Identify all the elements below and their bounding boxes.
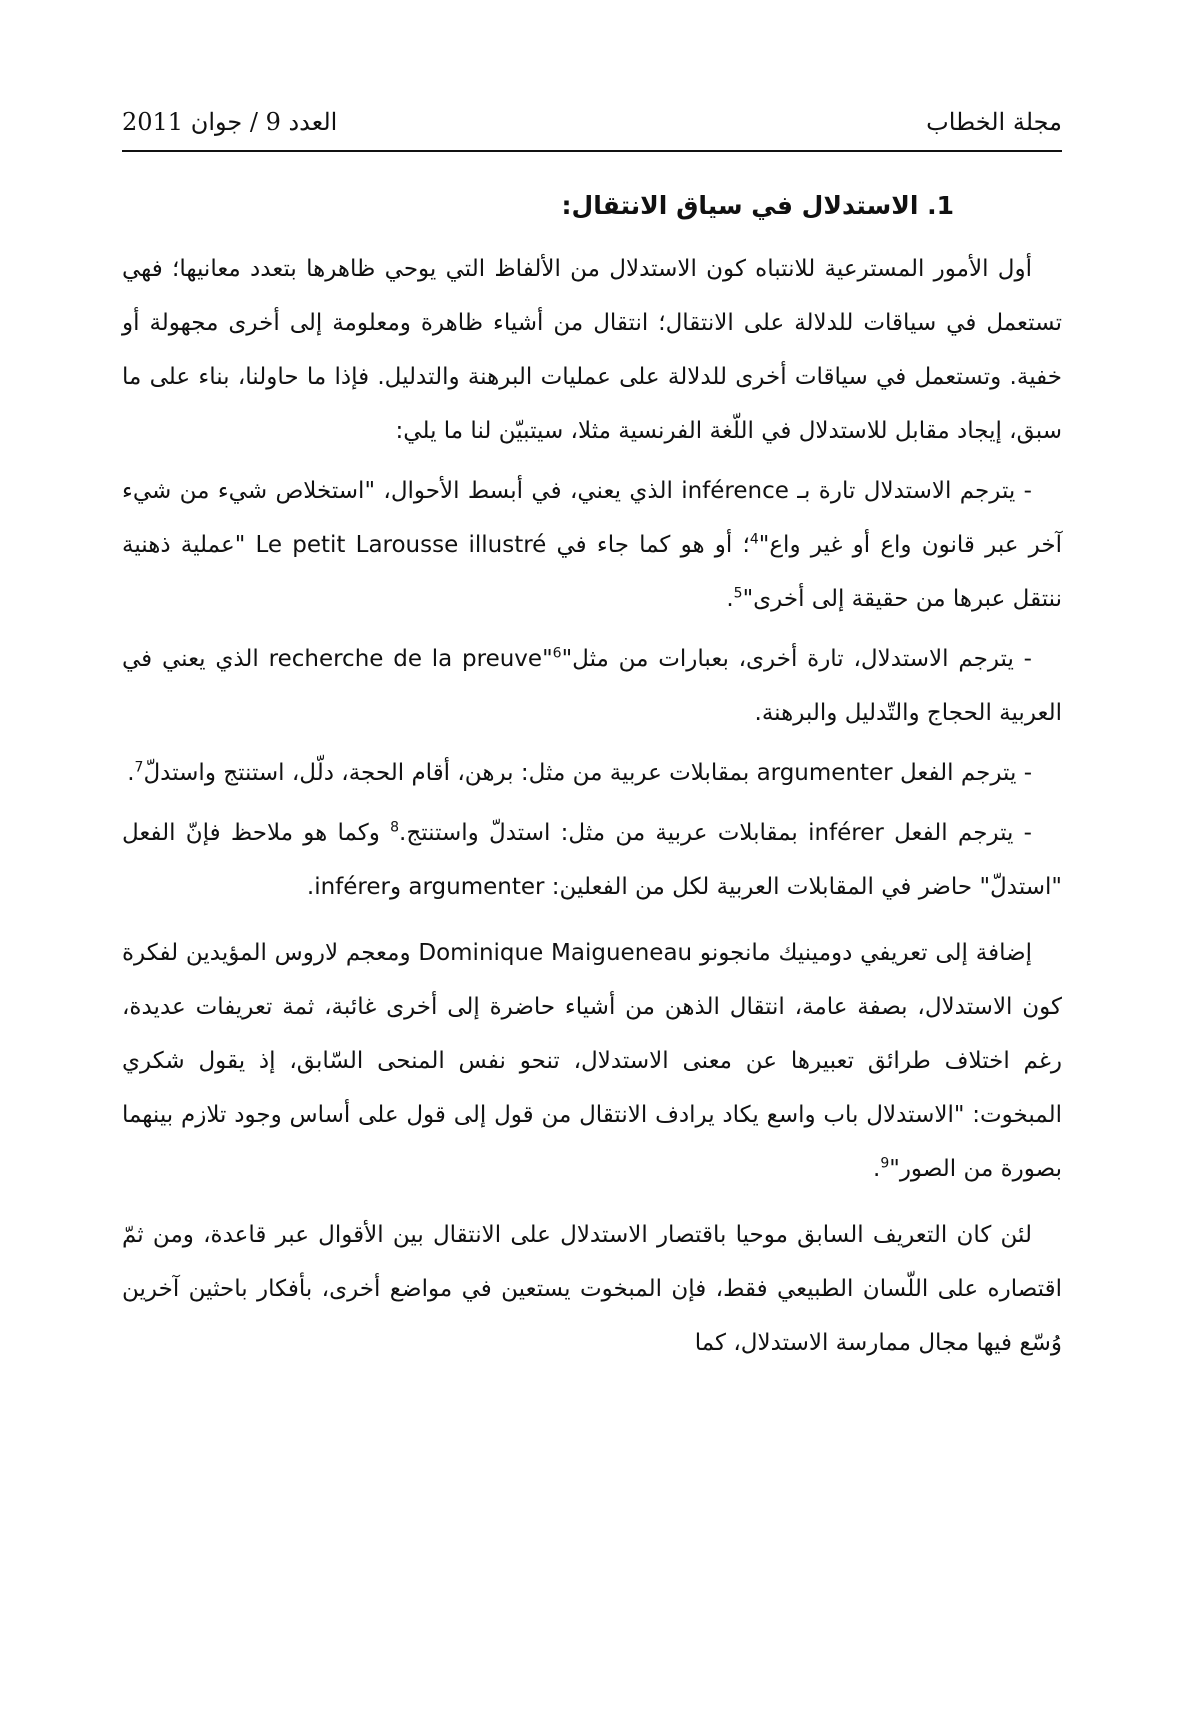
footnote-ref-5[interactable]: 5 [733, 585, 743, 602]
footnote-ref-6[interactable]: 6 [552, 645, 562, 662]
bullet-preuve-text: - يترجم الاستدلال، تارة أخرى، بعبارات من مثل"recherche de la preuve" [268, 646, 1032, 672]
header-divider [122, 150, 1062, 152]
page-header [122, 108, 1062, 148]
footnote-ref-9[interactable]: 9 [880, 1155, 890, 1172]
bullet-argumenter [122, 746, 1062, 800]
bullet-inference [122, 464, 1062, 626]
paragraph-mabkhout-text: لئن كان التعريف السابق موحيا باقتصار الاستدلال على الانتقال بين الأقوال عبر قاعدة، ومن ثمّ اقتصاره على اللّسان الطبيعي فقط، فإن المبخوت يستعين في مواضع أخرى، بأفكار باحثين آخرين وُسّع فيها مجال ممارسة الاستدلال، كما [122, 1222, 1062, 1356]
footnote-ref-7[interactable]: 7 [134, 759, 144, 776]
bullet-inferer-tail: وكما هو ملاحظ فإنّ الفعل "استدلّ" حاضر في المقابلات العربية لكل من الفعلين: argumenter وinférer. [122, 820, 1062, 900]
paragraph-intro-text: أول الأمور المسترعية للانتباه كون الاستدلال من الألفاظ التي يوحي ظاهرها بتعدد معانيها؛ فهي تستعمل في سياقات للدلالة على الانتقال؛ انتقال من أشياء ظاهرة ومعلومة إلى أخرى مجهولة أو خفية. وتستعمل في سياقات أخرى للدلالة على عمليات البرهنة والتدليل. فإذا ما حاولنا، بناء على ما سبق، إيجاد مقابل للاستدلال في اللّغة الفرنسية مثلا، سيتبيّن لنا ما يلي: [122, 256, 1062, 444]
journal-name: مجلة الخطاب [926, 108, 1062, 136]
paragraph-definitions-end: . [873, 1156, 881, 1182]
bullet-preuve [122, 632, 1062, 740]
bullet-preuve-tail: الذي يعني في العربية الحجاج والتّدليل والبرهنة. [122, 646, 1062, 726]
bullet-inferer-text: - يترجم الفعل inférer بمقابلات عربية من مثل: استدلّ واستنتج. [399, 820, 1032, 846]
paragraph-mabkhout [122, 1208, 1062, 1370]
paragraph-definitions-text: إضافة إلى تعريفي دومينيك مانجونو Dominique Maigueneau ومعجم لاروس المؤيدين لفكرة كون الاستدلال، بصفة عامة، انتقال الذهن من أشياء حاضرة إلى أخرى غائبة، ثمة تعريفات عديدة، رغم اختلاف طرائق تعبيرها عن معنى الاستدلال، تنحو نفس المنحى السّابق، إذ يقول شكري المبخوت: "الاستدلال باب واسع يكاد يرادف الانتقال من قول إلى قول على أساس وجود تلازم بينهما بصورة من الصور" [122, 940, 1062, 1182]
paragraph-definitions [122, 926, 1062, 1196]
bullet-inference-tail: ؛ أو هو كما جاء في Le petit Larousse illustré "عملية ذهنية ننتقل عبرها من حقيقة إلى أخرى" [122, 532, 1062, 612]
bullet-inferer [122, 806, 1062, 914]
bullet-inference-text: - يترجم الاستدلال تارة بـ inférence الذي يعني، في أبسط الأحوال، "استخلاص شيء من شيء آخر عبر قانون واع أو غير واع" [122, 478, 1062, 558]
footnote-ref-4[interactable]: 4 [749, 531, 759, 548]
footnote-ref-8[interactable]: 8 [390, 819, 400, 836]
bullet-argumenter-text: - يترجم الفعل argumenter بمقابلات عربية من مثل: برهن، أقام الحجة، دلّل، استنتج واستدلّ [143, 760, 1032, 786]
bullet-inference-end: . [726, 586, 734, 612]
paragraph-intro [122, 242, 1062, 458]
article-body [122, 178, 1062, 1370]
section-title: 1. الاستدلال في سياق الانتقال: [561, 191, 954, 220]
issue-label: العدد 9 / جوان 2011 [122, 108, 338, 136]
bullet-argumenter-end: . [127, 760, 135, 786]
